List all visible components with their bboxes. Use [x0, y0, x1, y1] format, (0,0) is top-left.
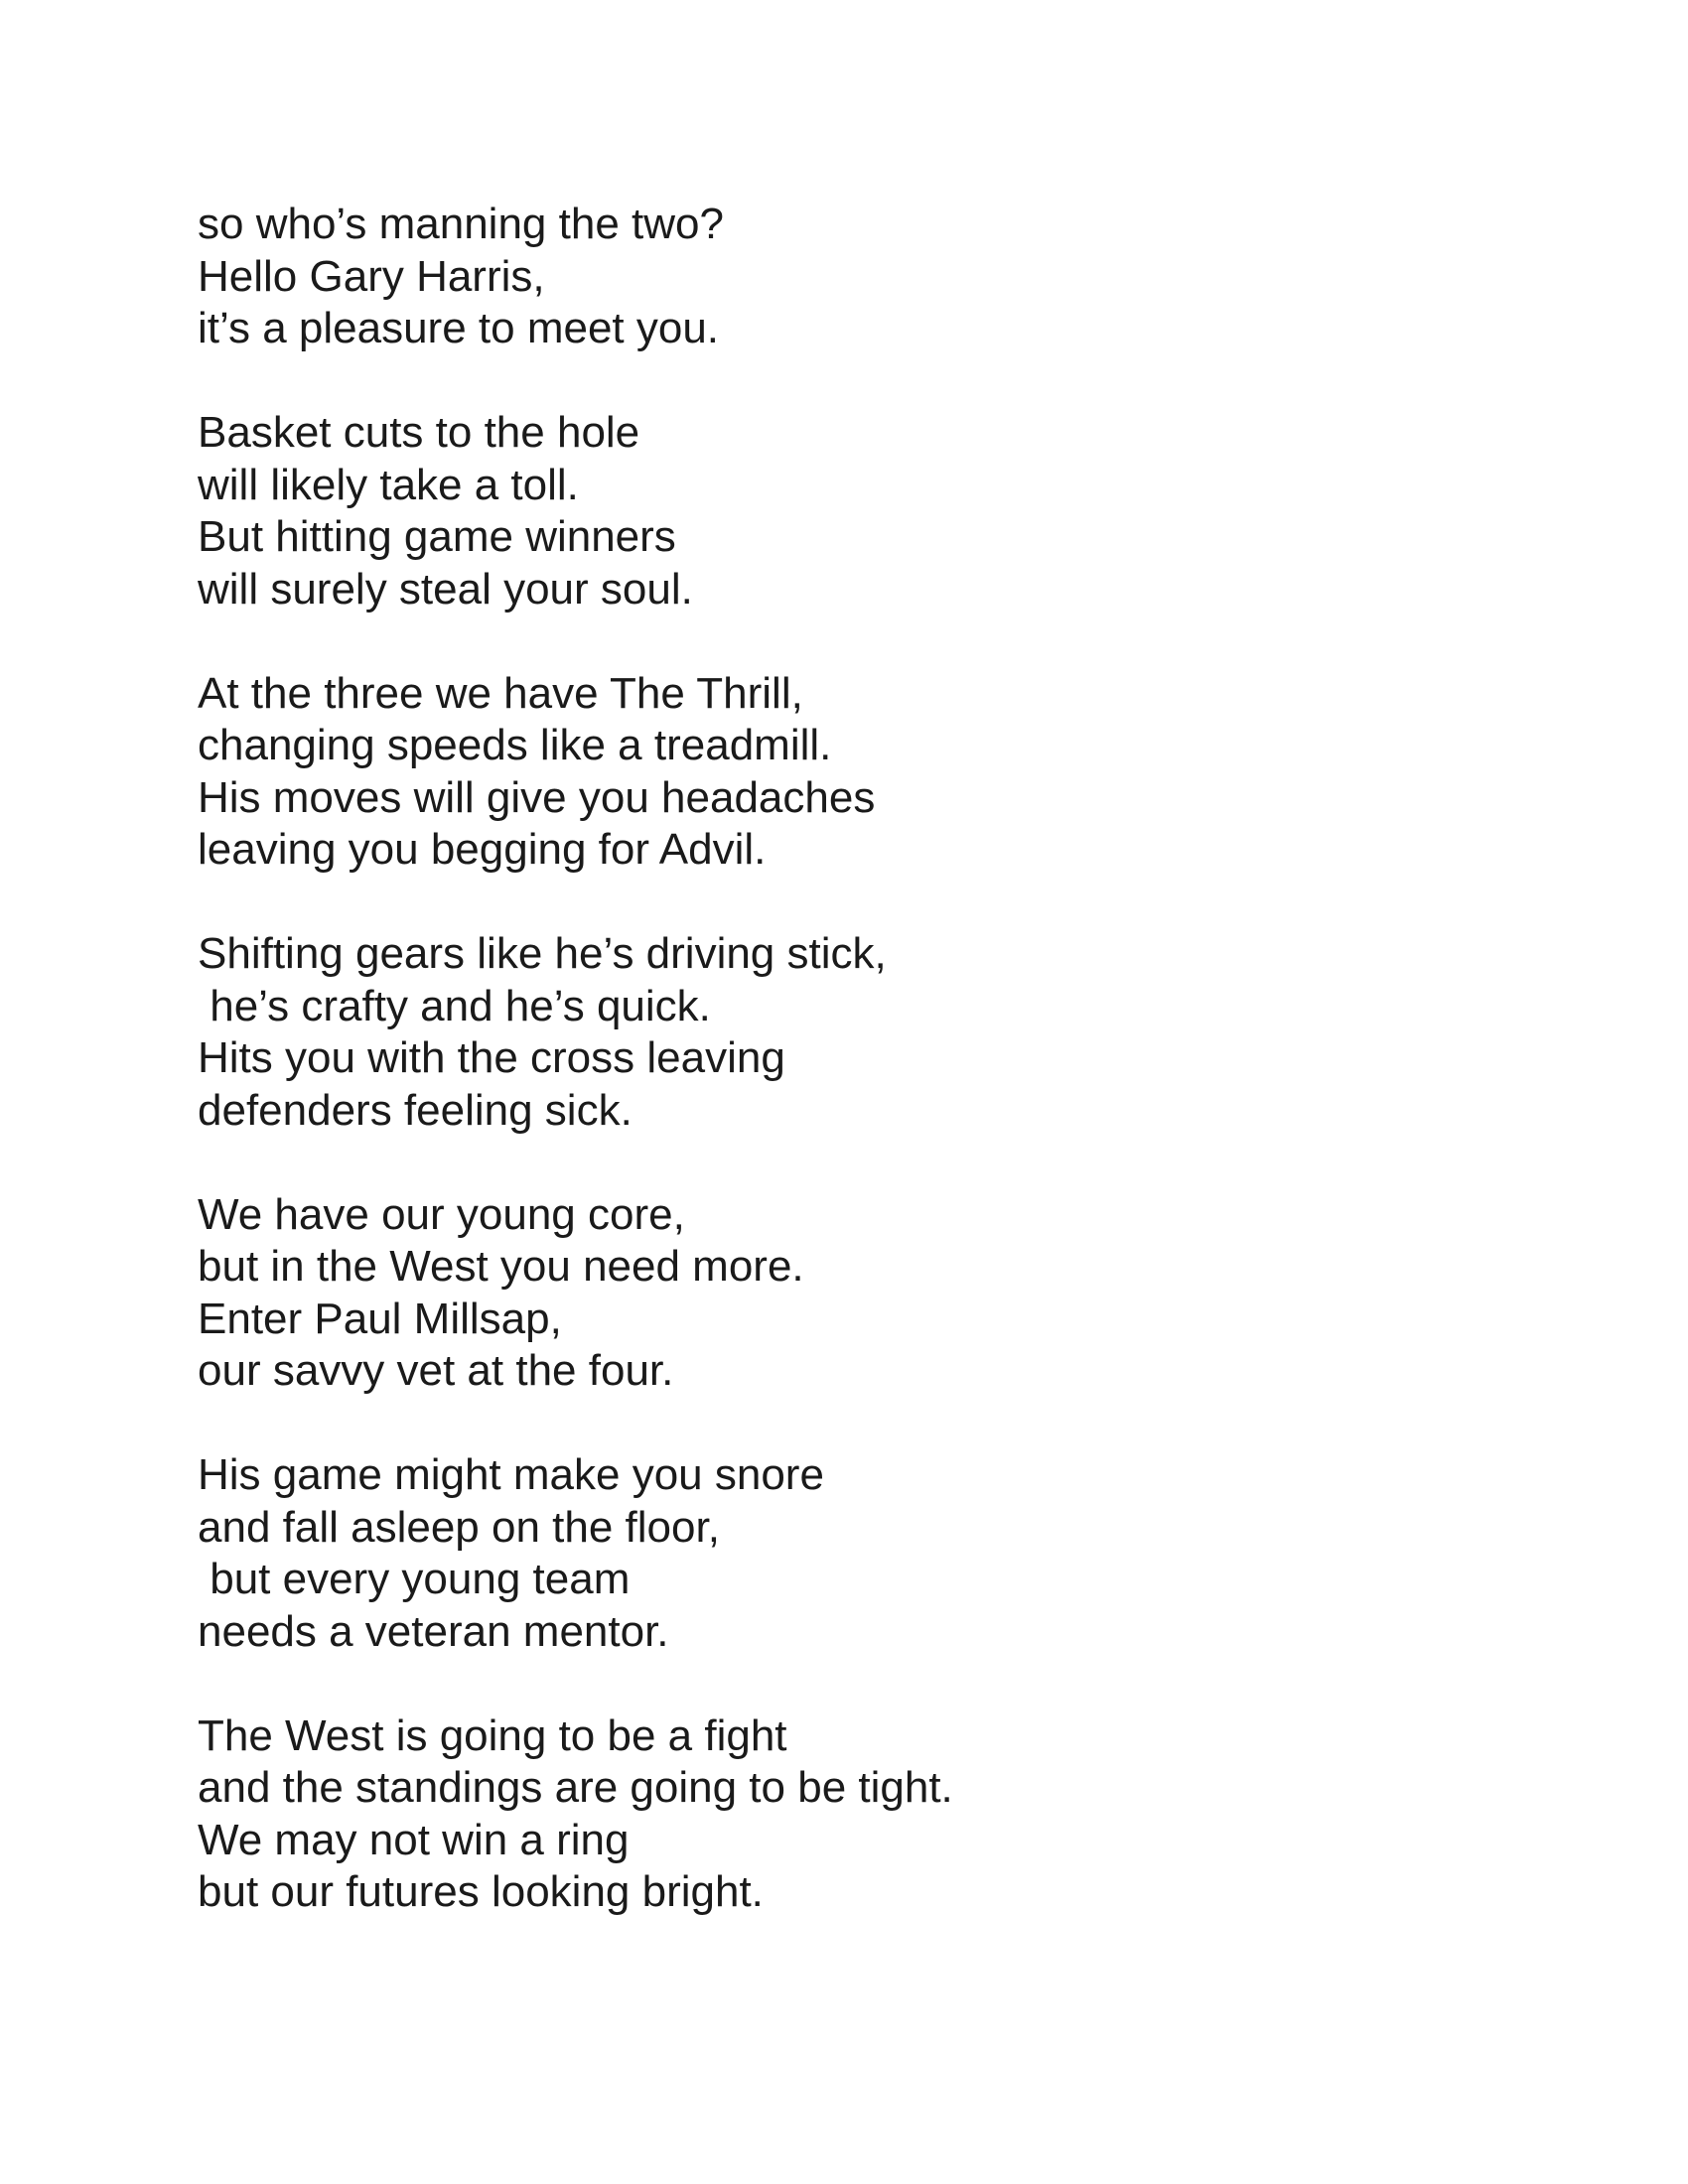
poem-line: Shifting gears like he’s driving stick,	[198, 929, 887, 978]
poem-line: We have our young core,	[198, 1189, 685, 1239]
poem-line: so who’s manning the two?	[198, 200, 724, 248]
poem-line: leaving you begging for Advil.	[198, 825, 767, 874]
poem-line: but our futures looking bright.	[198, 1867, 764, 1916]
stanza-5	[198, 1189, 1488, 1398]
poem-line: At the three we have The Thrill,	[198, 668, 803, 718]
poem-line: our savvy vet at the four.	[198, 1346, 674, 1395]
stanza-6	[198, 1449, 1488, 1658]
poem-line: it’s a pleasure to meet you.	[198, 304, 720, 352]
poem-line: will surely steal your soul.	[198, 564, 693, 614]
poem-line: will likely take a toll.	[198, 460, 579, 509]
poem-line: Enter Paul Millsap,	[198, 1294, 562, 1343]
poem-line: Basket cuts to the hole	[198, 408, 640, 457]
poem-line: defenders feeling sick.	[198, 1085, 633, 1135]
stanza-7	[198, 1710, 1488, 1919]
stanza-3	[198, 668, 1488, 877]
poem-body	[198, 199, 1488, 1971]
poem-line: Hello Gary Harris,	[198, 251, 545, 301]
poem-line: But hitting game winners	[198, 512, 676, 561]
poem-line: Hits you with the cross leaving	[198, 1033, 785, 1082]
stanza-4	[198, 928, 1488, 1137]
poem-line: His moves will give you headaches	[198, 772, 876, 822]
poem-line: The West is going to be a fight	[198, 1710, 787, 1760]
poem-line: We may not win a ring	[198, 1815, 630, 1864]
poem-line: changing speeds like a treadmill.	[198, 721, 832, 769]
poem-line: and the standings are going to be tight.	[198, 1763, 953, 1812]
poem-line: but in the West you need more.	[198, 1242, 804, 1291]
stanza-1	[198, 199, 1488, 355]
poem-line: he’s crafty and he’s quick.	[198, 981, 711, 1030]
poem-line: but every young team	[198, 1555, 631, 1603]
poem-line: needs a veteran mentor.	[198, 1606, 669, 1656]
stanza-2	[198, 407, 1488, 615]
poem-line: His game might make you snore	[198, 1450, 824, 1499]
poem-line: and fall asleep on the floor,	[198, 1502, 720, 1552]
